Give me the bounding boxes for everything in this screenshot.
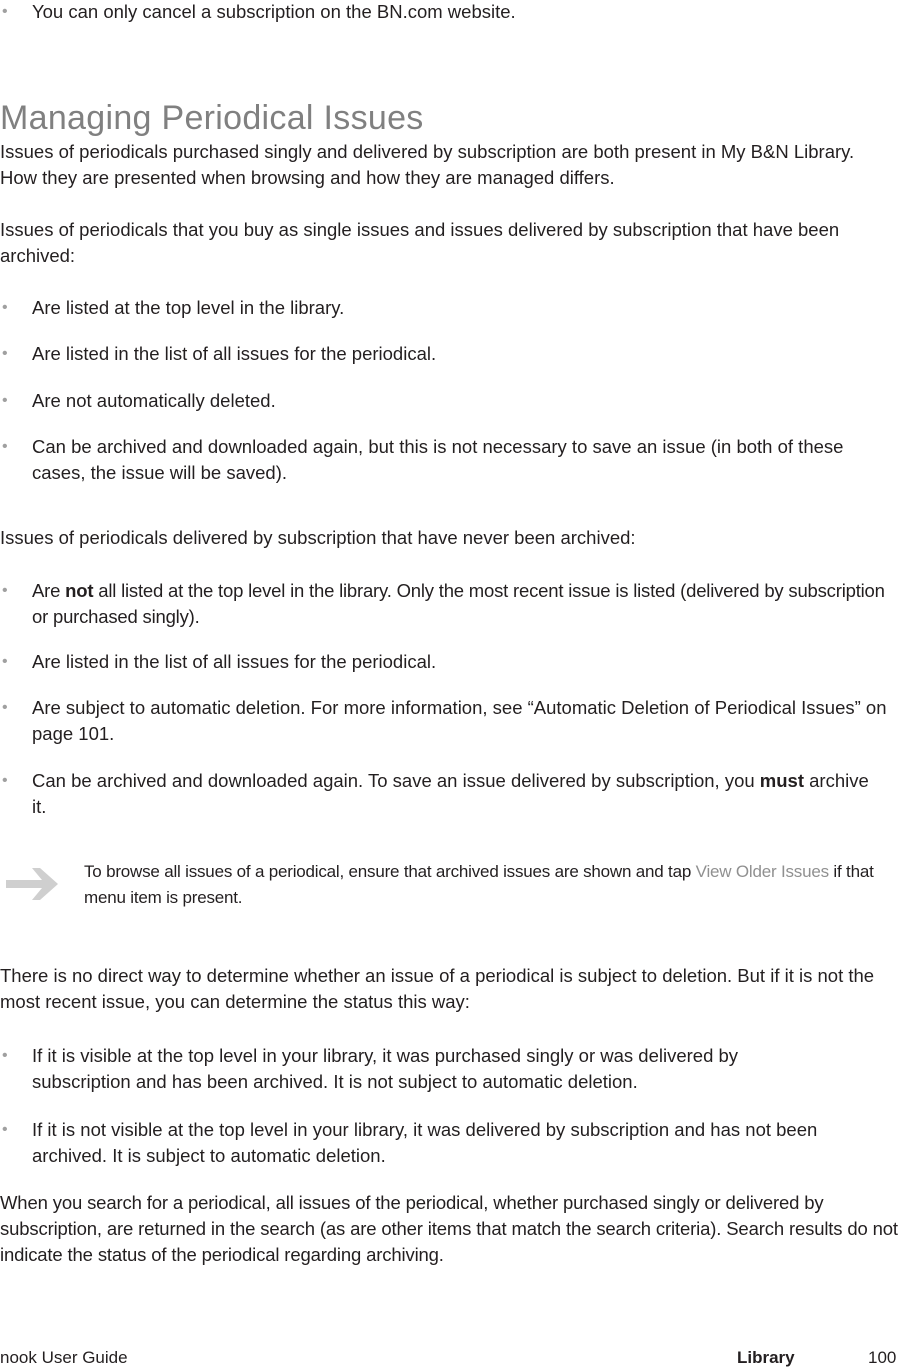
section-title: Managing Periodical Issues [0,98,424,137]
tip-note: To browse all issues of a periodical, ensure that archived issues are shown and tap View Older Issues if that menu item is present. [84,862,874,907]
bullet-icon: • [2,3,8,20]
search-paragraph: When you search for a periodical, all issues of the periodical, whether purchased singly or delivered by subscription, are returned in the search (as are other items that match the search criteria). Search results do not indicate the status of the periodical regarding archiving. [0,1192,898,1265]
arrow-right-icon [4,864,60,904]
bullet-icon: • [2,299,8,316]
bullet-icon: • [2,392,8,409]
bullet-icon: • [2,1121,8,1138]
bullet-icon: • [2,699,8,716]
group2-intro: Issues of periodicals delivered by subscription that have never been archived: [0,527,636,548]
page-number: 100 [868,1348,897,1367]
bullet-icon: • [2,582,8,599]
emphasis: not [65,580,94,601]
bullet-icon: • [2,1047,8,1064]
bullet-icon: • [2,438,8,455]
emphasis: must [759,770,804,791]
bullet-icon: • [2,772,8,789]
footer-chapter: Library [737,1348,795,1367]
bullet-icon: • [2,653,8,670]
bullet-icon: • [2,345,8,362]
menu-item-reference: View Older Issues [695,862,829,881]
footer-guide-title: nook User Guide [0,1348,128,1367]
status-intro: There is no direct way to determine whether an issue of a periodical is subject to deletion. But if it is not the most recent issue, you can determine the status this way: [0,965,875,1012]
group1-intro: Issues of periodicals that you buy as single issues and issues delivered by subscription that have been archived: [0,219,840,266]
intro-paragraph: Issues of periodicals purchased singly and delivered by subscription are both present in My B&N Library. How they are presented when browsing and how they are managed differs. [0,141,855,188]
